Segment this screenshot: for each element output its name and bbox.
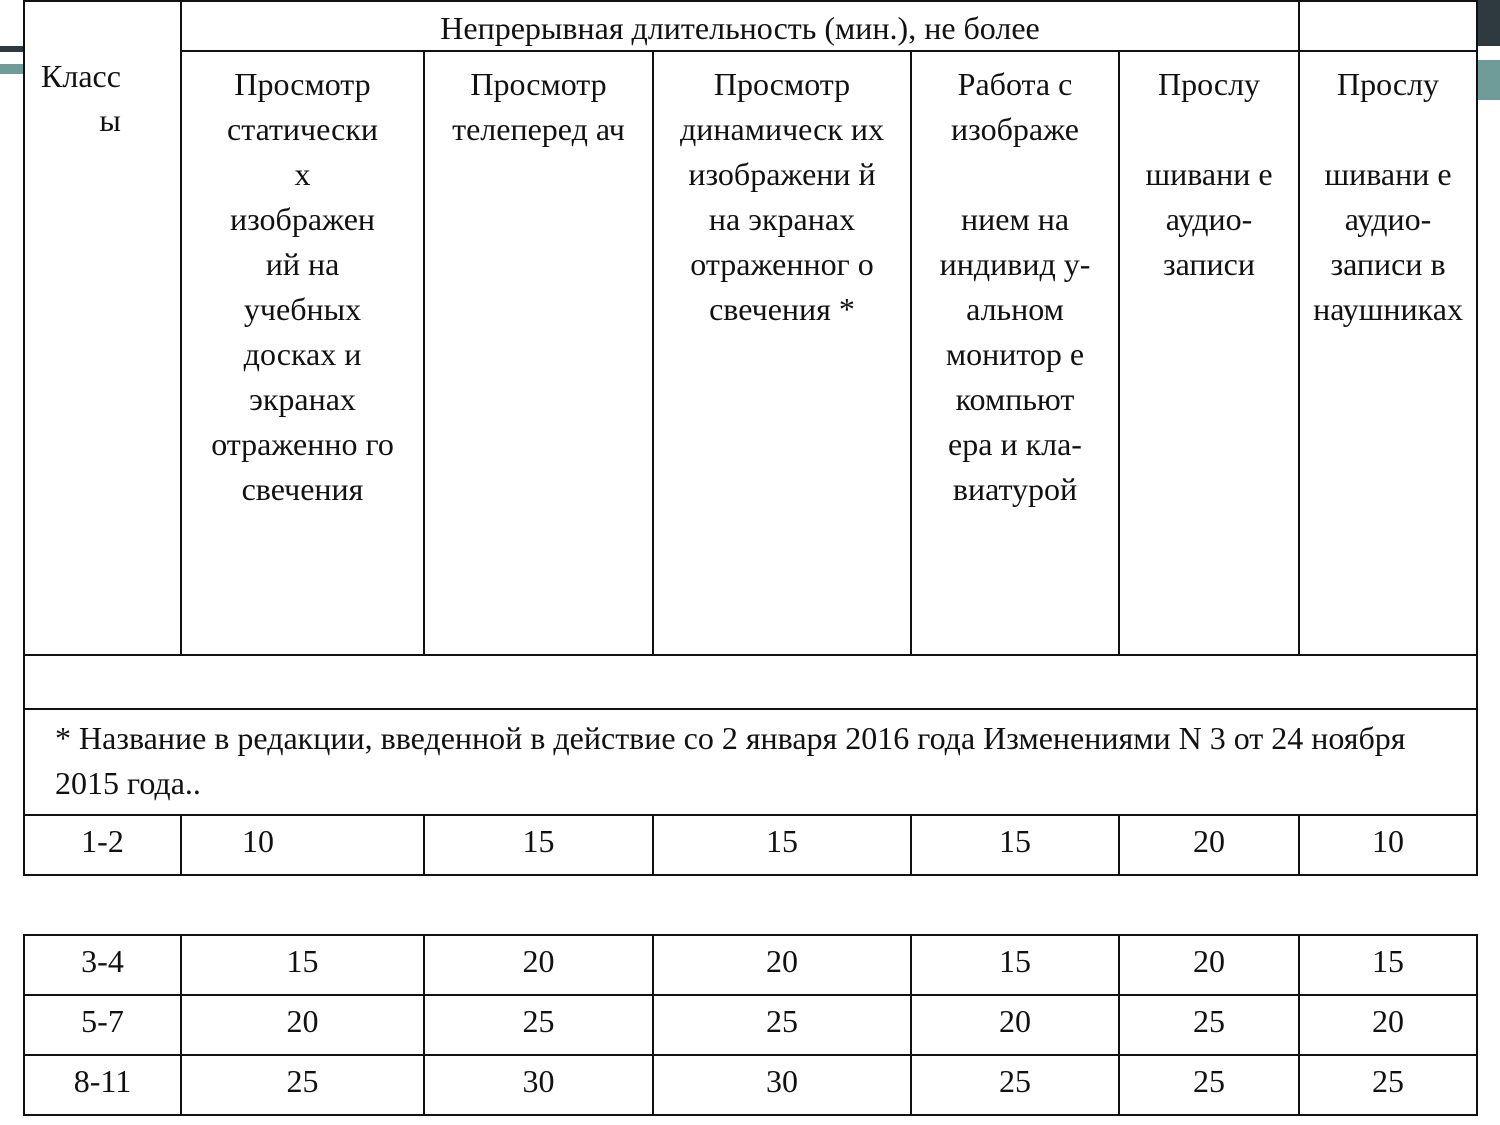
class-column-header — [24, 1, 181, 655]
class-label: Класс ы — [41, 58, 121, 138]
slide-decor-bar — [1476, 0, 1500, 46]
value-cell: 25 — [1299, 1055, 1477, 1115]
column-header-monitor-work: Работа с изображе нием на индивид у- альном монитор е компьют ера и кла- виатурой — [911, 51, 1119, 655]
value-cell: 25 — [181, 1055, 424, 1115]
table-row — [24, 1055, 1477, 1115]
value-cell: 15 — [911, 815, 1119, 875]
value-cell: 20 — [1119, 935, 1299, 995]
grade-cell: 8-11 — [24, 1055, 181, 1115]
value-cell: 15 — [653, 815, 911, 875]
value-cell: 25 — [424, 995, 653, 1055]
table-row — [24, 815, 1477, 875]
value-cell: 30 — [653, 1055, 911, 1115]
value-cell: 10 — [1299, 815, 1477, 875]
slide-decor-bar — [1476, 60, 1500, 100]
value-cell: 20 — [424, 935, 653, 995]
value-cell: 15 — [911, 935, 1119, 995]
slide-decor-bar — [0, 46, 24, 52]
value-cell: 20 — [1299, 995, 1477, 1055]
value-cell: 15 — [1299, 935, 1477, 995]
value-cell: 10 — [181, 815, 424, 875]
duration-table-values — [23, 934, 1478, 1116]
grade-cell: 5-7 — [24, 995, 181, 1055]
grade-cell: 1-2 — [24, 815, 181, 875]
value-cell: 25 — [911, 1055, 1119, 1115]
slide-decor-bar — [0, 64, 24, 74]
column-header-static-images: Просмотр статически х изображен ий на учебных досках и экранах отраженно го свечения — [181, 51, 424, 655]
column-header-audio: Прослу шивани е аудио- записи — [1119, 51, 1299, 655]
value-cell: 20 — [653, 935, 911, 995]
footnote: * Название в редакции, введенной в действие со 2 января 2016 года Изменениями N 3 от 24 ноября 2015 года.. — [24, 709, 1477, 815]
empty-row — [24, 655, 1477, 709]
value-cell: 15 — [181, 935, 424, 995]
value-cell: 25 — [653, 995, 911, 1055]
value-cell: 30 — [424, 1055, 653, 1115]
header-empty-cell — [1299, 1, 1477, 51]
value-cell: 15 — [424, 815, 653, 875]
column-header-tv: Просмотр телеперед ач — [424, 51, 653, 655]
value-cell: 20 — [1119, 815, 1299, 875]
value-cell: 20 — [911, 995, 1119, 1055]
column-header-audio-headphones: Прослу шивани е аудио- записи в наушниках — [1299, 51, 1477, 655]
duration-table-header — [23, 0, 1478, 876]
value-cell: 20 — [181, 995, 424, 1055]
duration-group-header: Непрерывная длительность (мин.), не более — [181, 1, 1299, 51]
value-cell: 25 — [1119, 995, 1299, 1055]
column-header-dynamic-images: Просмотр динамическ их изображени й на экранах отраженног о свечения * — [653, 51, 911, 655]
table-row — [24, 995, 1477, 1055]
value-cell: 25 — [1119, 1055, 1299, 1115]
table-row — [24, 935, 1477, 995]
grade-cell: 3-4 — [24, 935, 181, 995]
